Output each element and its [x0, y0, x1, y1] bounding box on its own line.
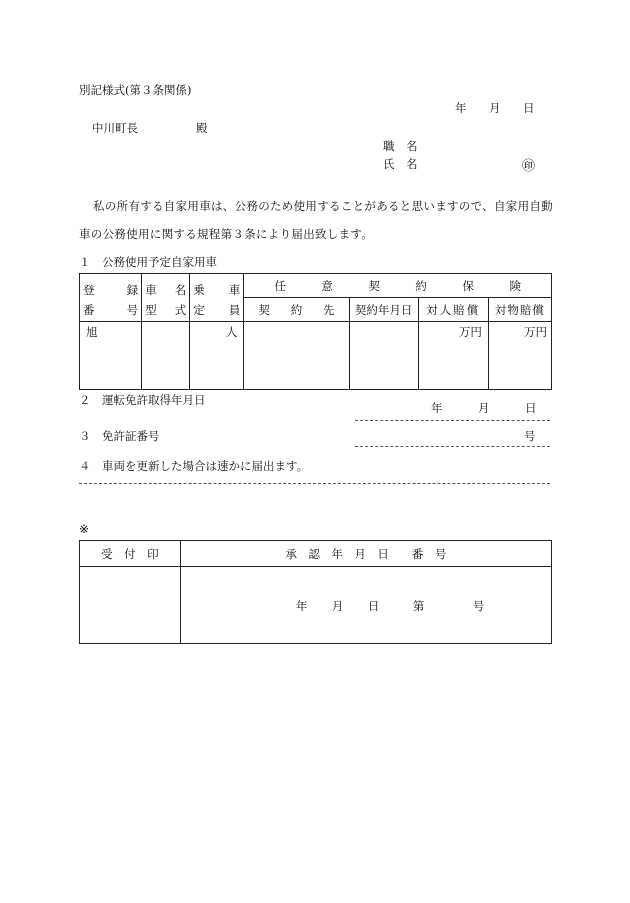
approval-day: 日 — [367, 599, 380, 613]
body-text-line1: 私の所有する自家用車は、公務のため使用することがあると思いますので、自家用自動 — [93, 199, 553, 213]
license-number-unit: 号 — [524, 429, 536, 443]
capacity-header: 乗 車 定 員 — [190, 274, 244, 322]
section4-title: ４ 車両を更新した場合は速かに届出ます。 — [79, 459, 309, 473]
approval-cell[interactable] — [180, 567, 551, 644]
registration-header: 登 録 番 号 — [80, 274, 142, 322]
note-mark: ※ — [79, 522, 90, 536]
license-number-line[interactable] — [355, 446, 550, 447]
approval-header: 承 認 年 月 日 番 号 — [180, 541, 551, 567]
approval-month: 月 — [331, 599, 344, 613]
name-label-1: 氏 — [383, 157, 395, 171]
car-model-cell[interactable] — [142, 322, 190, 390]
property-liability-header: 対物賠償 — [488, 298, 551, 322]
name-label-2: 名 — [406, 157, 418, 171]
date-day: 日 — [523, 101, 535, 115]
section2-title: ２ 運転免許取得年月日 — [79, 393, 206, 407]
property-liability-cell[interactable]: 万円 — [488, 322, 551, 390]
contract-date-cell[interactable] — [349, 322, 418, 390]
capacity-cell[interactable]: 人 — [190, 322, 244, 390]
addressee-honorific: 殿 — [196, 121, 208, 135]
personal-liability-header: 対人賠償 — [418, 298, 488, 322]
receipt-stamp-header: 受 付 印 — [80, 541, 181, 567]
vehicle-table — [79, 273, 552, 390]
position-label-1: 職 — [383, 139, 395, 153]
car-model-header: 車 名 型 式 — [142, 274, 190, 322]
date-month: 月 — [489, 101, 501, 115]
body-text-line2: 車の公務使用に関する規程第３条により届出致します。 — [79, 227, 374, 241]
position-label-2: 名 — [406, 139, 418, 153]
contractor-header: 契 約 先 — [244, 298, 349, 322]
contract-date-header: 契約年月日 — [349, 298, 418, 322]
section1-title: １ 公務使用予定自家用車 — [79, 255, 217, 269]
contractor-cell[interactable] — [244, 322, 349, 390]
section3-title: ３ 免許証番号 — [79, 429, 160, 443]
license-date-day: 日 — [525, 401, 537, 415]
registration-cell[interactable]: 旭 — [80, 322, 142, 390]
insurance-header: 任 意 契 約 保 険 — [244, 274, 552, 298]
license-date-year: 年 — [431, 401, 443, 415]
date-year: 年 — [455, 101, 467, 115]
addressee-name: 中川町長 — [92, 121, 138, 135]
license-date-line[interactable] — [355, 420, 550, 421]
approval-year: 年 — [295, 599, 308, 613]
approval-no-suffix: 号 — [472, 599, 485, 613]
section4-line — [79, 483, 550, 484]
license-date-month: 月 — [478, 401, 490, 415]
receipt-stamp-cell[interactable] — [80, 567, 181, 644]
form-title: 別記様式(第３条関係) — [79, 83, 192, 97]
personal-liability-cell[interactable]: 万円 — [418, 322, 488, 390]
approval-no-prefix: 第 — [412, 599, 425, 613]
receipt-table — [79, 540, 552, 644]
seal-mark: ㊞ — [522, 159, 536, 174]
